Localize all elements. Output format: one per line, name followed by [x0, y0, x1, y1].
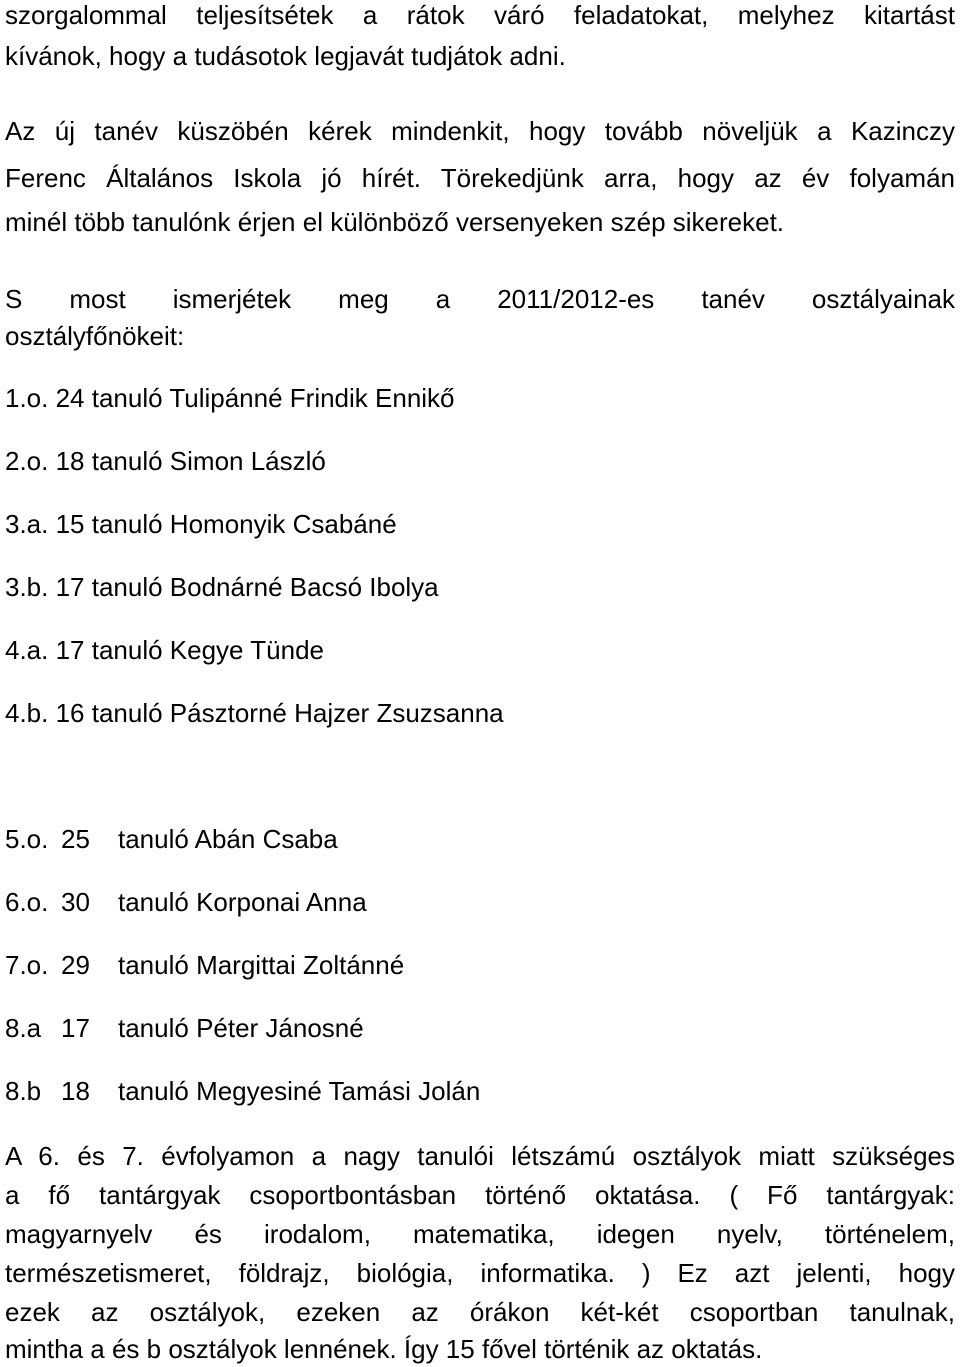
- class-list-item: 2.o. 18 tanuló Simon László: [5, 446, 326, 476]
- closing-line-4: természetismeret, földrajz, biológia, informatika. ) Ez azt jelenti, hogy: [5, 1258, 955, 1288]
- paragraph-2-line-2: Ferenc Általános Iskola jó hírét. Törekedjünk arra, hogy az év folyamán: [5, 163, 955, 193]
- teacher-name: tanuló Margittai Zoltánné: [118, 950, 405, 980]
- closing-line-2: a fő tantárgyak csoportbontásban történő oktatása. ( Fő tantárgyak:: [5, 1180, 955, 1210]
- teacher-name: tanuló Megyesiné Tamási Jolán: [118, 1076, 481, 1106]
- class-list-item: 1.o. 24 tanuló Tulipánné Frindik Ennikő: [5, 383, 455, 413]
- class-list-row: [5, 1076, 480, 1106]
- teacher-name: tanuló Korponai Anna: [118, 887, 367, 917]
- class-label: 5.o.: [5, 824, 49, 854]
- teacher-name: tanuló Péter Jánosné: [118, 1013, 364, 1043]
- class-list-row: [5, 824, 338, 854]
- class-label: 8.a: [5, 1013, 42, 1043]
- paragraph-1-line-1: szorgalommal teljesítsétek a rátok váró feladatokat, melyhez kitartást: [5, 0, 955, 30]
- student-count: 29: [61, 950, 90, 980]
- class-list-row: [5, 1013, 364, 1043]
- class-list-item: 4.a. 17 tanuló Kegye Tünde: [5, 635, 324, 665]
- paragraph-2-line-1: Az új tanév küszöbén kérek mindenkit, hogy tovább növeljük a Kazinczy: [5, 116, 955, 146]
- class-list-item: 3.b. 17 tanuló Bodnárné Bacsó Ibolya: [5, 572, 439, 602]
- student-count: 18: [61, 1076, 90, 1106]
- paragraph-3-line-2: osztályfőnökeit:: [5, 321, 185, 351]
- paragraph-3-line-1: S most ismerjétek meg a 2011/2012-es tanév osztályainak: [5, 284, 955, 314]
- closing-line-5: ezek az osztályok, ezeken az órákon két-két csoportban tanulnak,: [5, 1297, 955, 1327]
- class-list-item: 3.a. 15 tanuló Homonyik Csabáné: [5, 509, 397, 539]
- closing-line-1: A 6. és 7. évfolyamon a nagy tanulói létszámú osztályok miatt szükséges: [5, 1141, 955, 1171]
- class-list-item: 4.b. 16 tanuló Pásztorné Hajzer Zsuzsanna: [5, 698, 504, 728]
- closing-line-3: magyarnyelv és irodalom, matematika, idegen nyelv, történelem,: [5, 1219, 955, 1249]
- paragraph-1-line-2: kívánok, hogy a tudásotok legjavát tudjátok adni.: [5, 41, 566, 71]
- class-label: 6.o.: [5, 887, 49, 917]
- student-count: 30: [61, 887, 90, 917]
- class-list-row: [5, 950, 404, 980]
- teacher-name: tanuló Abán Csaba: [118, 824, 338, 854]
- student-count: 17: [61, 1013, 90, 1043]
- class-label: 8.b: [5, 1076, 42, 1106]
- paragraph-2-line-3: minél több tanulónk érjen el különböző versenyeken szép sikereket.: [5, 207, 785, 237]
- student-count: 25: [61, 824, 90, 854]
- class-label: 7.o.: [5, 950, 49, 980]
- class-list-row: [5, 887, 367, 917]
- closing-line-6: mintha a és b osztályok lennének. Így 15 fővel történik az oktatás.: [5, 1334, 763, 1364]
